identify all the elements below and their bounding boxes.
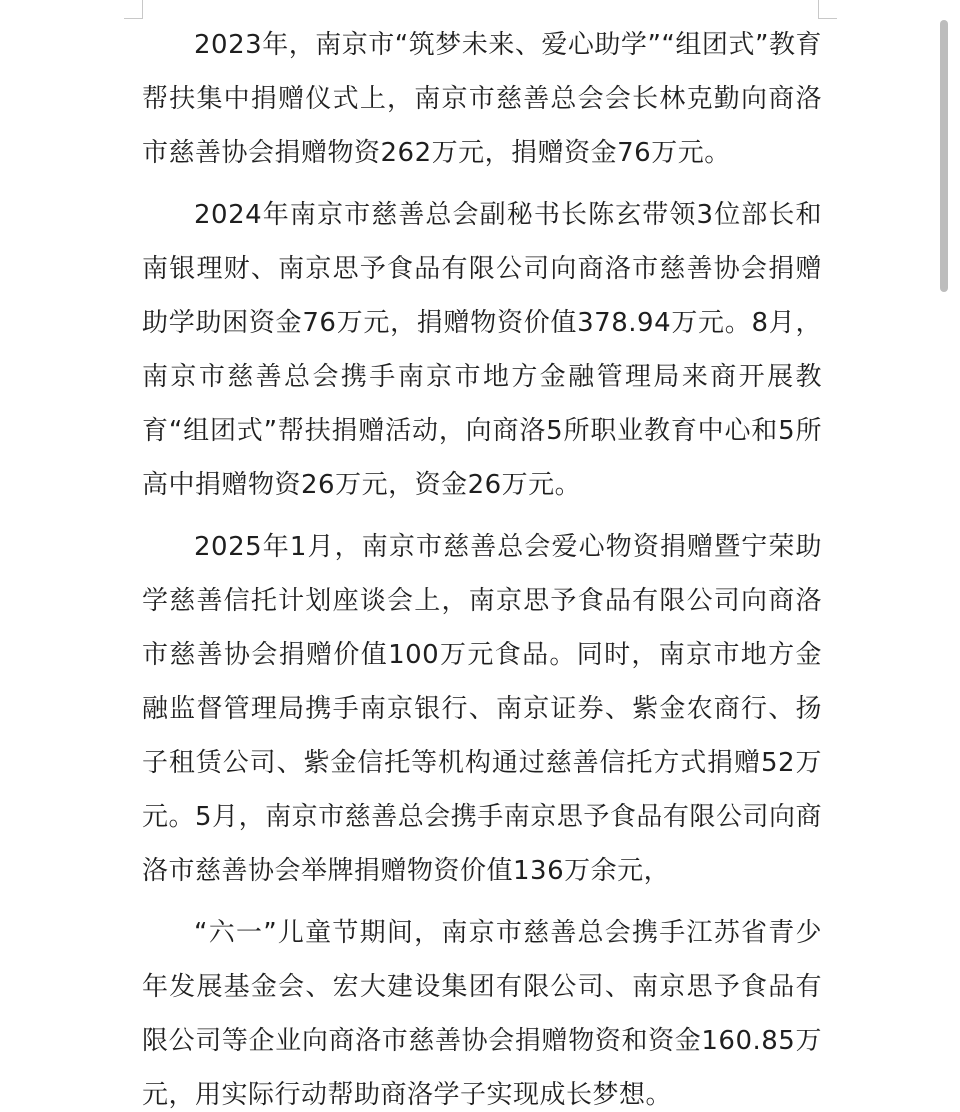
margin-corner-mark-right bbox=[818, 0, 837, 19]
paragraph-childrens-day: “六一”儿童节期间，南京市慈善总会携手江苏省青少年发展基金会、宏大建设集团有限公司、南京思予食品有限公司等企业向商洛市慈善协会捐赠物资和资金160.85万元，用实际行动帮助商洛学子实现成长梦想。 bbox=[142, 918, 822, 1110]
vertical-scrollbar-thumb[interactable] bbox=[940, 20, 948, 292]
paragraph-2023: 2023年，南京市“筑梦未来、爱心助学”“组团式”教育帮扶集中捐赠仪式上，南京市慈善总会会长林克勤向商洛市慈善协会捐赠物资262万元，捐赠资金76万元。 bbox=[142, 30, 822, 168]
document-body[interactable] bbox=[142, 18, 822, 1112]
paragraph-2025: 2025年1月，南京市慈善总会爱心物资捐赠暨宁荣助学慈善信托计划座谈会上，南京思予食品有限公司向商洛市慈善协会捐赠价值100万元食品。同时，南京市地方金融监督管理局携手南京银行、南京证券、紫金农商行、扬子租赁公司、紫金信托等机构通过慈善信托方式捐赠52万元。5月，南京市慈善总会携手南京思予食品有限公司向商洛市慈善协会举牌捐赠物资价值136万余元， bbox=[142, 532, 822, 886]
margin-corner-mark-left bbox=[124, 0, 143, 19]
paragraph-2024: 2024年南京市慈善总会副秘书长陈玄带领3位部长和南银理财、南京思予食品有限公司向商洛市慈善协会捐赠助学助困资金76万元，捐赠物资价值378.94万元。8月，南京市慈善总会携手南京市地方金融管理局来商开展教育“组团式”帮扶捐赠活动，向商洛5所职业教育中心和5所高中捐赠物资26万元，资金26万元。 bbox=[142, 200, 822, 500]
